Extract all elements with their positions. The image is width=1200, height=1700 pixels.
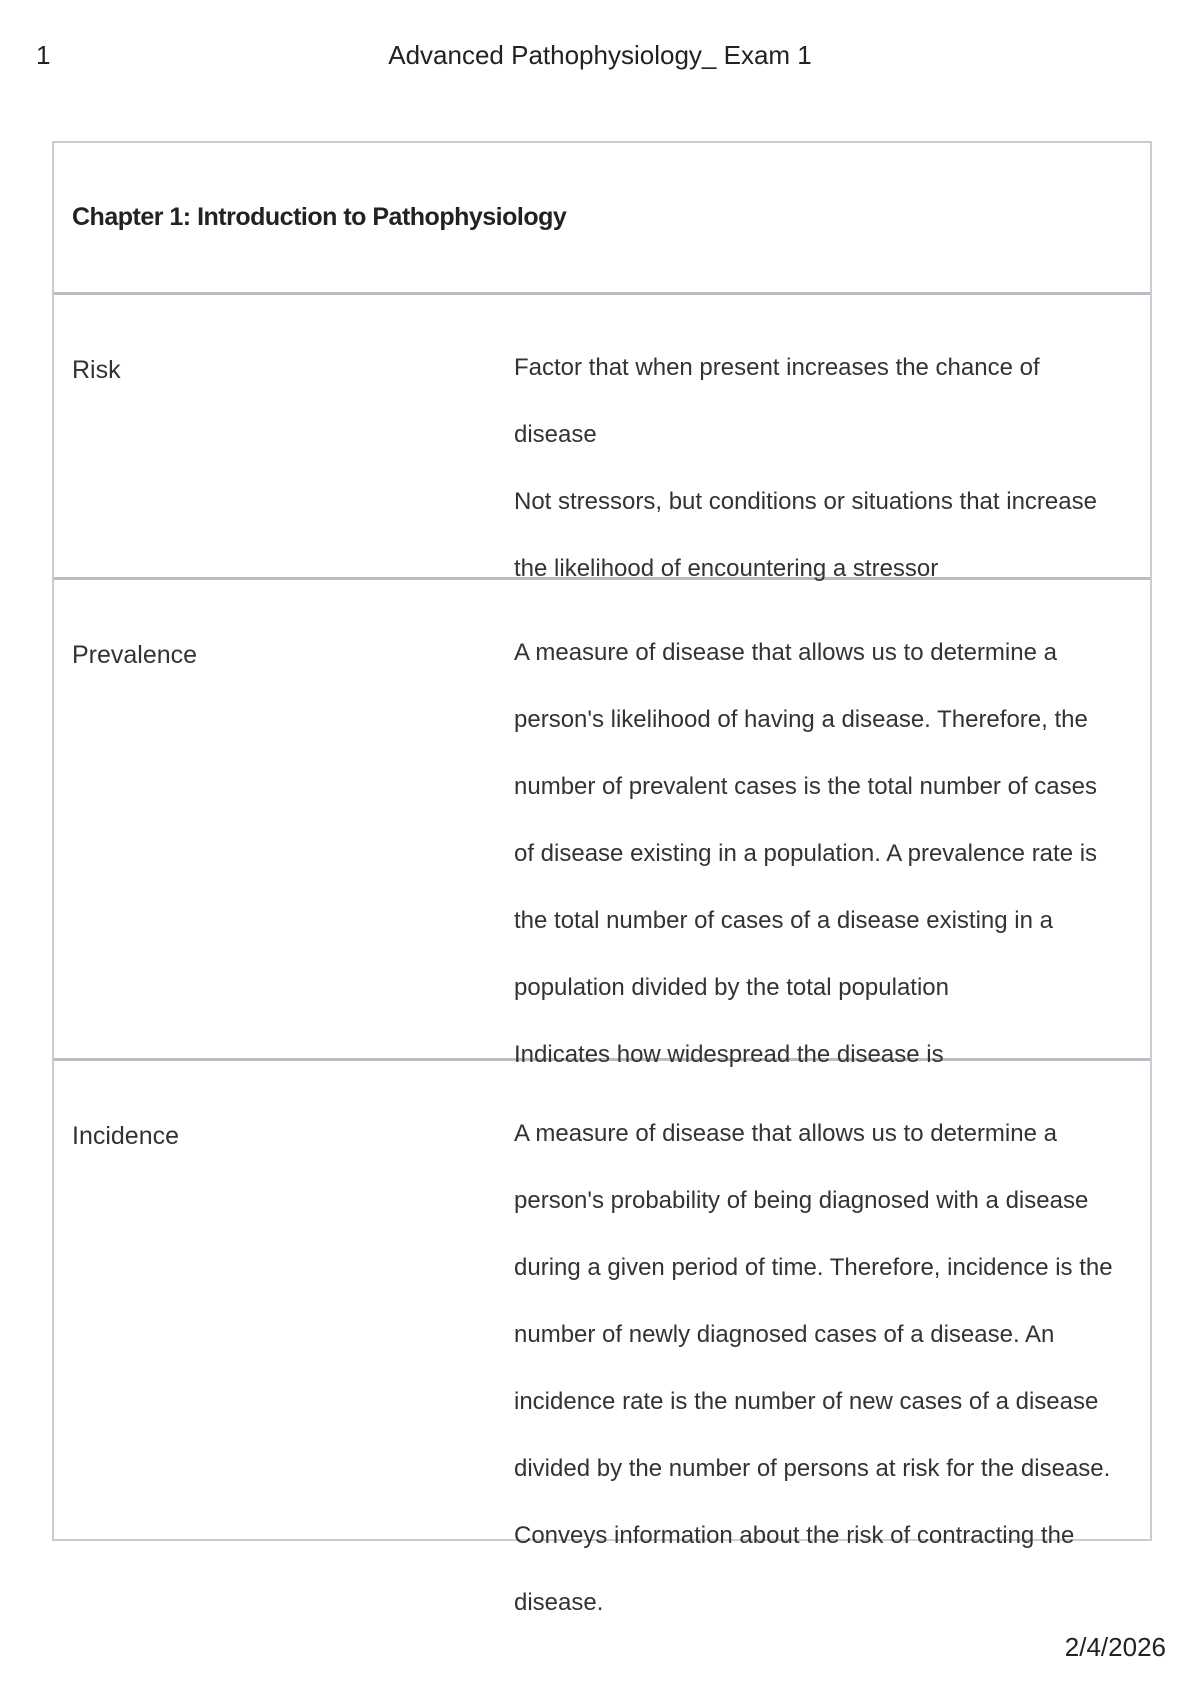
definition-line: Conveys information about the risk of contracting the disease. — [514, 1522, 1075, 1616]
definition-line: Not stressors, but conditions or situations that increase the likelihood of encountering a stressor — [514, 488, 1097, 582]
definition-cell — [514, 1039, 1134, 1616]
definition-cell — [514, 558, 1134, 1068]
table-header-row — [54, 143, 1150, 292]
table-row — [54, 577, 1150, 1068]
chapter-heading: Chapter 1: Introduction to Pathophysiology — [72, 203, 567, 231]
definition-line: Factor that when present increases the chance of disease — [514, 354, 1040, 448]
term-cell: Risk — [72, 356, 121, 384]
definition-line: Indicates how widespread the disease is — [514, 1041, 944, 1068]
definition-cell — [514, 273, 1134, 582]
term-cell: Prevalence — [72, 641, 198, 669]
print-date: 2/4/2026 — [1064, 1632, 1166, 1662]
definition-line: A measure of disease that allows us to determine a person's likelihood of having a disease. Therefore, the number of prevalent cases is the total number of cases of disease existing in a population. A prevalence rate is the total number of cases of a disease existing in a population divided by the total population — [514, 639, 1098, 1001]
term-cell: Incidence — [72, 1122, 180, 1150]
definition-line: A measure of disease that allows us to determine a person's probability of being diagnosed with a disease during a given period of time. Therefore, incidence is the number of newly diagnosed cases of a disease. An incidence rate is the number of new cases of a disease divided by the number of persons at risk for the disease. — [514, 1120, 1113, 1482]
table-row — [54, 292, 1150, 582]
document-title: Advanced Pathophysiology_ Exam 1 — [388, 40, 812, 70]
table-row — [54, 1058, 1150, 1616]
page-number: 1 — [36, 40, 51, 70]
flashcard-table — [52, 141, 1152, 1616]
